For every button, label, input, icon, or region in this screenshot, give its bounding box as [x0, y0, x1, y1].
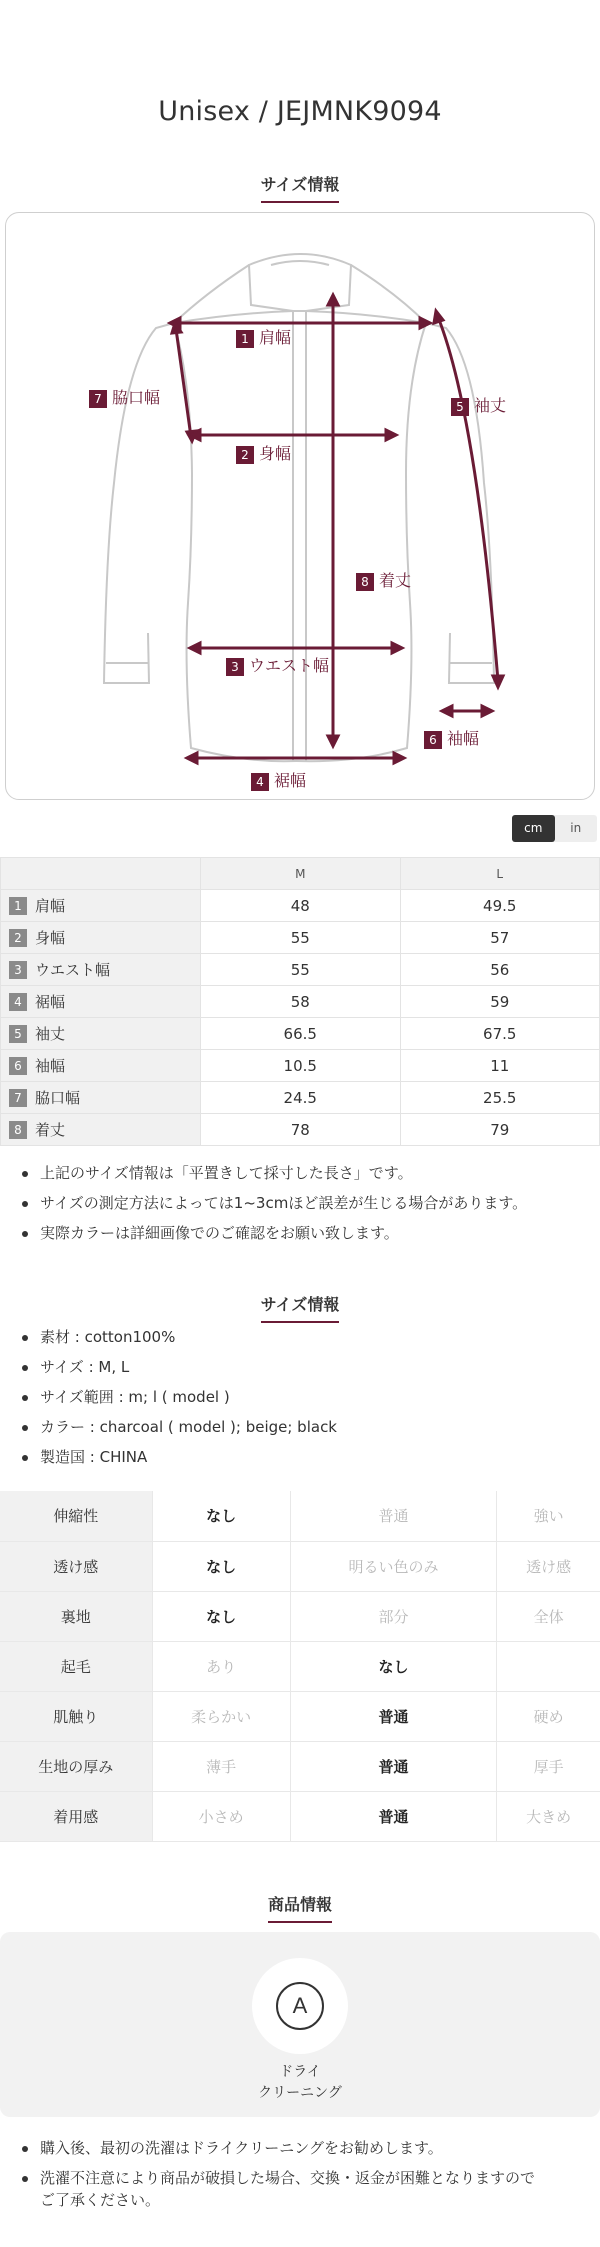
size-info-heading: サイズ情報 — [0, 172, 600, 203]
row-header: 生地の厚み — [0, 1741, 152, 1791]
table-cell: なし — [152, 1591, 290, 1641]
table-cell: 59 — [400, 986, 600, 1018]
row-header: 伸縮性 — [0, 1491, 152, 1541]
unit-toggle[interactable] — [512, 815, 597, 842]
table-cell: 55 — [201, 954, 401, 986]
row-header: 7 脇口幅 — [1, 1082, 201, 1114]
table-row — [1, 1018, 600, 1050]
size-diagram — [5, 212, 595, 800]
care-circle — [252, 1958, 348, 2054]
list-item: サイズ : M, L — [40, 1356, 580, 1378]
table-cell: 厚手 — [497, 1741, 600, 1791]
unit-in-button[interactable]: in — [570, 821, 582, 835]
spec-list — [40, 1326, 580, 1476]
table-cell: 強い — [497, 1491, 600, 1541]
list-item: カラー : charcoal ( model ); beige; black — [40, 1416, 580, 1438]
table-cell: 薄手 — [152, 1741, 290, 1791]
unit-cm-button[interactable]: cm — [512, 815, 555, 842]
table-cell: 78 — [201, 1114, 401, 1146]
row-header: 1 肩幅 — [1, 890, 201, 922]
list-item: 製造国 : CHINA — [40, 1446, 580, 1468]
row-header: 2 身幅 — [1, 922, 201, 954]
row-header: 5 袖丈 — [1, 1018, 201, 1050]
table-row — [1, 1082, 600, 1114]
diagram-label-7: 7 脇口幅 — [89, 385, 160, 408]
diagram-label-5: 5 袖丈 — [451, 393, 506, 416]
product-title: Unisex / JEJMNK9094 — [158, 96, 442, 127]
row-header: 肌触り — [0, 1691, 152, 1741]
table-cell: 56 — [400, 954, 600, 986]
table-row — [0, 1691, 600, 1741]
diagram-label-4: 4 裾幅 — [251, 768, 306, 791]
table-cell: 全体 — [497, 1591, 600, 1641]
care-notes — [40, 2137, 580, 2219]
diagram-label-8: 8 着丈 — [356, 568, 411, 591]
spec-heading: サイズ情報 — [0, 1292, 600, 1323]
table-row — [1, 890, 600, 922]
diagram-label-3: 3 ウエスト幅 — [226, 653, 329, 676]
size-table — [0, 857, 600, 1146]
list-item: 購入後、最初の洗濯はドライクリーニングをお勧めします。 — [40, 2137, 580, 2159]
diagram-label-1: 1 肩幅 — [236, 325, 291, 348]
table-cell: 普通 — [290, 1491, 496, 1541]
table-cell: なし — [290, 1641, 496, 1691]
table-cell: 普通 — [290, 1741, 496, 1791]
table-row — [0, 1491, 600, 1541]
diagram-label-2: 2 身幅 — [236, 441, 291, 464]
table-cell: 10.5 — [201, 1050, 401, 1082]
table-cell: 硬め — [497, 1691, 600, 1741]
table-row — [0, 1541, 600, 1591]
row-header: 着用感 — [0, 1791, 152, 1841]
table-row — [1, 986, 600, 1018]
size-column-header: M — [201, 858, 401, 890]
row-header: 8 着丈 — [1, 1114, 201, 1146]
row-header: 6 袖幅 — [1, 1050, 201, 1082]
table-cell: 48 — [201, 890, 401, 922]
size-notes — [40, 1162, 580, 1252]
table-cell: 57 — [400, 922, 600, 954]
list-item: 実際カラーは詳細画像でのご確認をお願い致します。 — [40, 1222, 580, 1244]
table-cell: 55 — [201, 922, 401, 954]
list-item: 洗濯不注意により商品が破損した場合、交換・返金が困難となりますので ご了承ください。 — [40, 2167, 580, 2211]
size-table-header — [1, 858, 600, 890]
row-header: 4 裾幅 — [1, 986, 201, 1018]
table-cell: 部分 — [290, 1591, 496, 1641]
table-cell: 明るい色のみ — [290, 1541, 496, 1591]
table-row — [1, 1114, 600, 1146]
table-row — [0, 1791, 600, 1841]
table-row — [0, 1591, 600, 1641]
list-item: 上記のサイズ情報は「平置きして採寸した長さ」です。 — [40, 1162, 580, 1184]
row-header: 裏地 — [0, 1591, 152, 1641]
care-box — [0, 1932, 600, 2117]
care-label: ドライ クリーニング — [258, 2064, 342, 2101]
table-cell: 49.5 — [400, 890, 600, 922]
size-column-header: L — [400, 858, 600, 890]
table-cell: あり — [152, 1641, 290, 1691]
list-item: サイズ範囲 : m; l ( model ) — [40, 1386, 580, 1408]
table-cell — [497, 1641, 600, 1691]
table-cell: 79 — [400, 1114, 600, 1146]
table-cell: 大きめ — [497, 1791, 600, 1841]
table-cell: 透け感 — [497, 1541, 600, 1591]
table-cell: 普通 — [290, 1691, 496, 1741]
table-cell: 小さめ — [152, 1791, 290, 1841]
table-cell: 58 — [201, 986, 401, 1018]
table-cell: 柔らかい — [152, 1691, 290, 1741]
table-row — [0, 1641, 600, 1691]
table-cell: 66.5 — [201, 1018, 401, 1050]
table-cell: 25.5 — [400, 1082, 600, 1114]
table-cell: なし — [152, 1491, 290, 1541]
row-header: 起毛 — [0, 1641, 152, 1691]
diagram-label-6: 6 袖幅 — [424, 726, 479, 749]
shirt-outline-icon — [6, 213, 596, 801]
size-table-corner — [1, 858, 201, 890]
product-info-heading: 商品情報 — [0, 1892, 600, 1923]
row-header: 透け感 — [0, 1541, 152, 1591]
table-row — [1, 954, 600, 986]
dry-clean-icon: A — [276, 1982, 324, 2030]
table-row — [0, 1741, 600, 1791]
table-cell: 67.5 — [400, 1018, 600, 1050]
list-item: サイズの測定方法によっては1~3cmほど誤差が生じる場合があります。 — [40, 1192, 580, 1214]
table-cell: 24.5 — [201, 1082, 401, 1114]
row-header: 3 ウエスト幅 — [1, 954, 201, 986]
table-row — [1, 1050, 600, 1082]
list-item: 素材 : cotton100% — [40, 1326, 580, 1348]
table-cell: 11 — [400, 1050, 600, 1082]
table-cell: 普通 — [290, 1791, 496, 1841]
table-cell: なし — [152, 1541, 290, 1591]
fabric-feel-table — [0, 1491, 600, 1842]
table-row — [1, 922, 600, 954]
